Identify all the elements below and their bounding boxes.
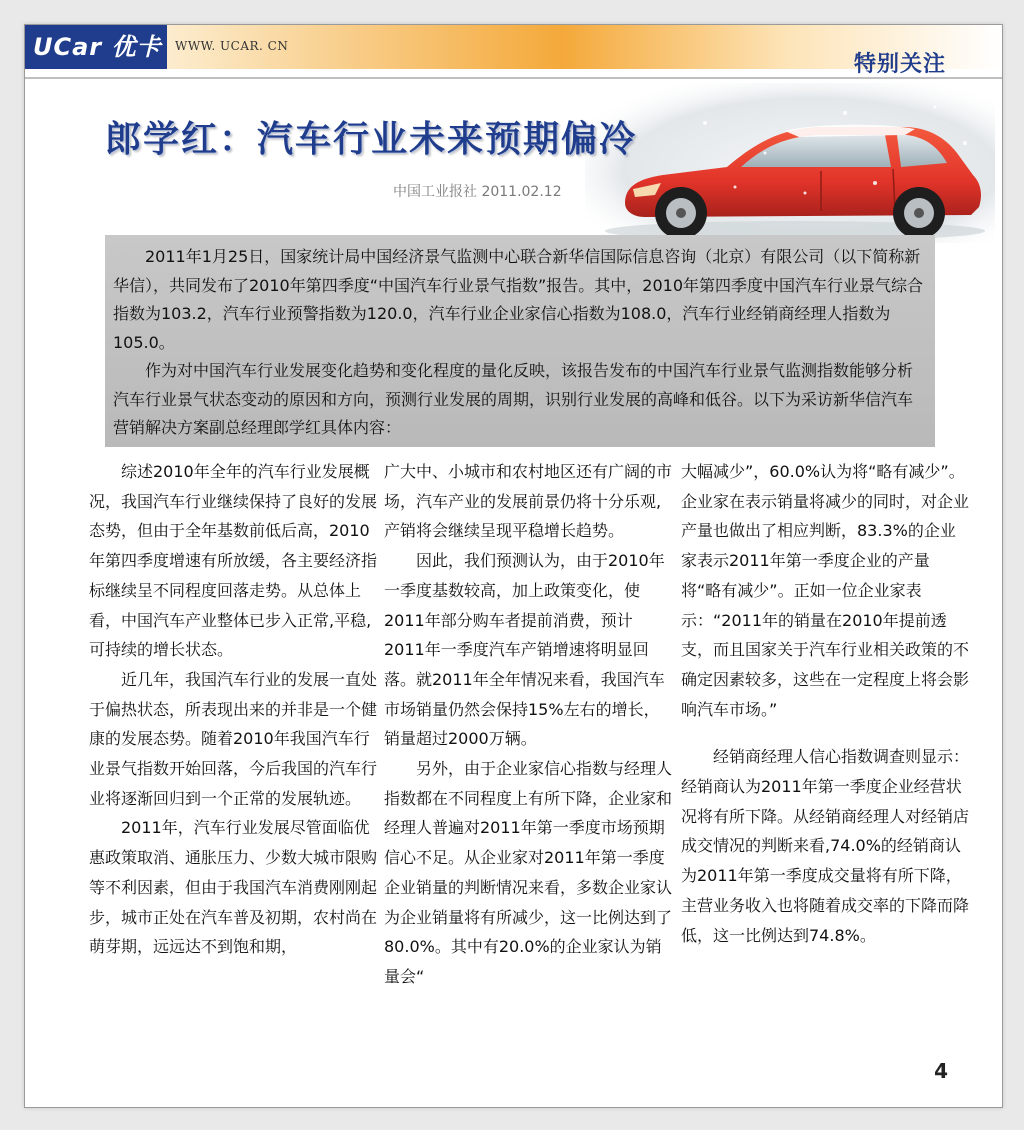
paragraph-gap	[681, 724, 969, 742]
body-paragraph: 综述2010年全年的汽车行业发展概况，我国汽车行业继续保持了良好的发展态势，但由于全年基数前低后高，2010年第四季度增速有所放缓，各主要经济指标继续呈不同程度回落走势。从总体上看，中国汽车产业整体已步入正常,平稳,可持续的增长状态。	[89, 462, 378, 660]
column-1	[89, 457, 377, 962]
page-number: 4	[934, 1059, 948, 1083]
intro-paragraph: 2011年1月25日，国家统计局中国经济景气监测中心联合新华信国际信息咨询（北京）有限公司（以下简称新华信），共同发布了2010年第四季度“中国汽车行业景气指数”报告。其中，2010年第四季度中国汽车行业景气综合指数为103.2，汽车行业预警指数为120.0，汽车行业企业家信心指数为108.0，汽车行业经销商经理人指数为105.0。	[113, 247, 924, 352]
ucar-logo[interactable]: UCar 优卡	[25, 25, 167, 69]
article-byline: 中国工业报社 2011.02.12	[393, 184, 562, 200]
column-3	[681, 457, 969, 950]
header-divider	[25, 77, 1002, 79]
body-paragraph: 近几年，我国汽车行业的发展一直处于偏热状态，所表现出来的并非是一个健康的发展态势。随着2010年我国汽车行业景气指数开始回落，今后我国的汽车行业将逐渐回归到一个正常的发展轨迹。	[89, 669, 378, 808]
body-paragraph: 经销商经理人信心指数调查则显示：经销商认为2011年第一季度企业经营状况将有所下降。从经销商经理人对经销店成交情况的判断来看,74.0%的经销商认为2011年第一季度成交量将有所下降，主营业务收入也将随着成交率的下降而降低，这一比例达到74.8%。	[681, 747, 970, 945]
body-paragraph: 另外，由于企业家信心指数与经理人指数都在不同程度上有所下降，企业家和经理人普遍对2011年第一季度市场预期信心不足。从企业家对2011年第一季度企业销量的判断情况来看，多数企业家认为企业销量将有所减少，这一比例达到了80.0%。其中有20.0%的企业家认为销量会“	[384, 759, 673, 986]
body-paragraph: 大幅减少”，60.0%认为将“略有减少”。企业家在表示销量将减少的同时，对企业产量也做出了相应判断，83.3%的企业家表示2011年第一季度企业的产量将“略有减少”。正如一位企业家表示：“2011年的销量在2010年提前透支，而且国家关于汽车行业相关政策的不确定因素较多，这些在一定程度上将会影响汽车市场。”	[681, 462, 970, 719]
article-title: 郎学红：汽车行业未来预期偏冷	[105, 119, 638, 160]
body-paragraph: 广大中、小城市和农村地区还有广阔的市场，汽车产业的发展前景仍将十分乐观,产销将会继续呈现平稳增长趋势。	[384, 462, 673, 541]
article-body-columns	[89, 457, 970, 1087]
body-paragraph: 2011年，汽车行业发展尽管面临优惠政策取消、通胀压力、少数大城市限购等不利因素，但由于我国汽车消费刚刚起步，城市正处在汽车普及初期，农村尚在萌芽期，远远达不到饱和期，	[89, 818, 378, 957]
red-car-illustration-icon	[585, 83, 995, 243]
body-paragraph: 因此，我们预测认为，由于2010年一季度基数较高，加上政策变化，使2011年部分购车者提前消费，预计2011年一季度汽车产销增速将明显回落。就2011年全年情况来看，我国汽车市场销量仍然会保持15%左右的增长，销量超过2000万辆。	[384, 551, 665, 749]
article-intro-box	[105, 235, 935, 447]
magazine-page	[24, 24, 1003, 1108]
intro-paragraph: 作为对中国汽车行业发展变化趋势和变化程度的量化反映，该报告发布的中国汽车行业景气监测指数能够分析汽车行业景气状态变动的原因和方向，预测行业发展的周期，识别行业发展的高峰和低谷。以下为采访新华信汽车营销解决方案副总经理郎学红具体内容：	[113, 361, 914, 437]
site-url[interactable]: WWW. UCAR. CN	[175, 39, 289, 53]
column-2	[384, 457, 672, 992]
section-label: 特别关注	[853, 52, 946, 77]
